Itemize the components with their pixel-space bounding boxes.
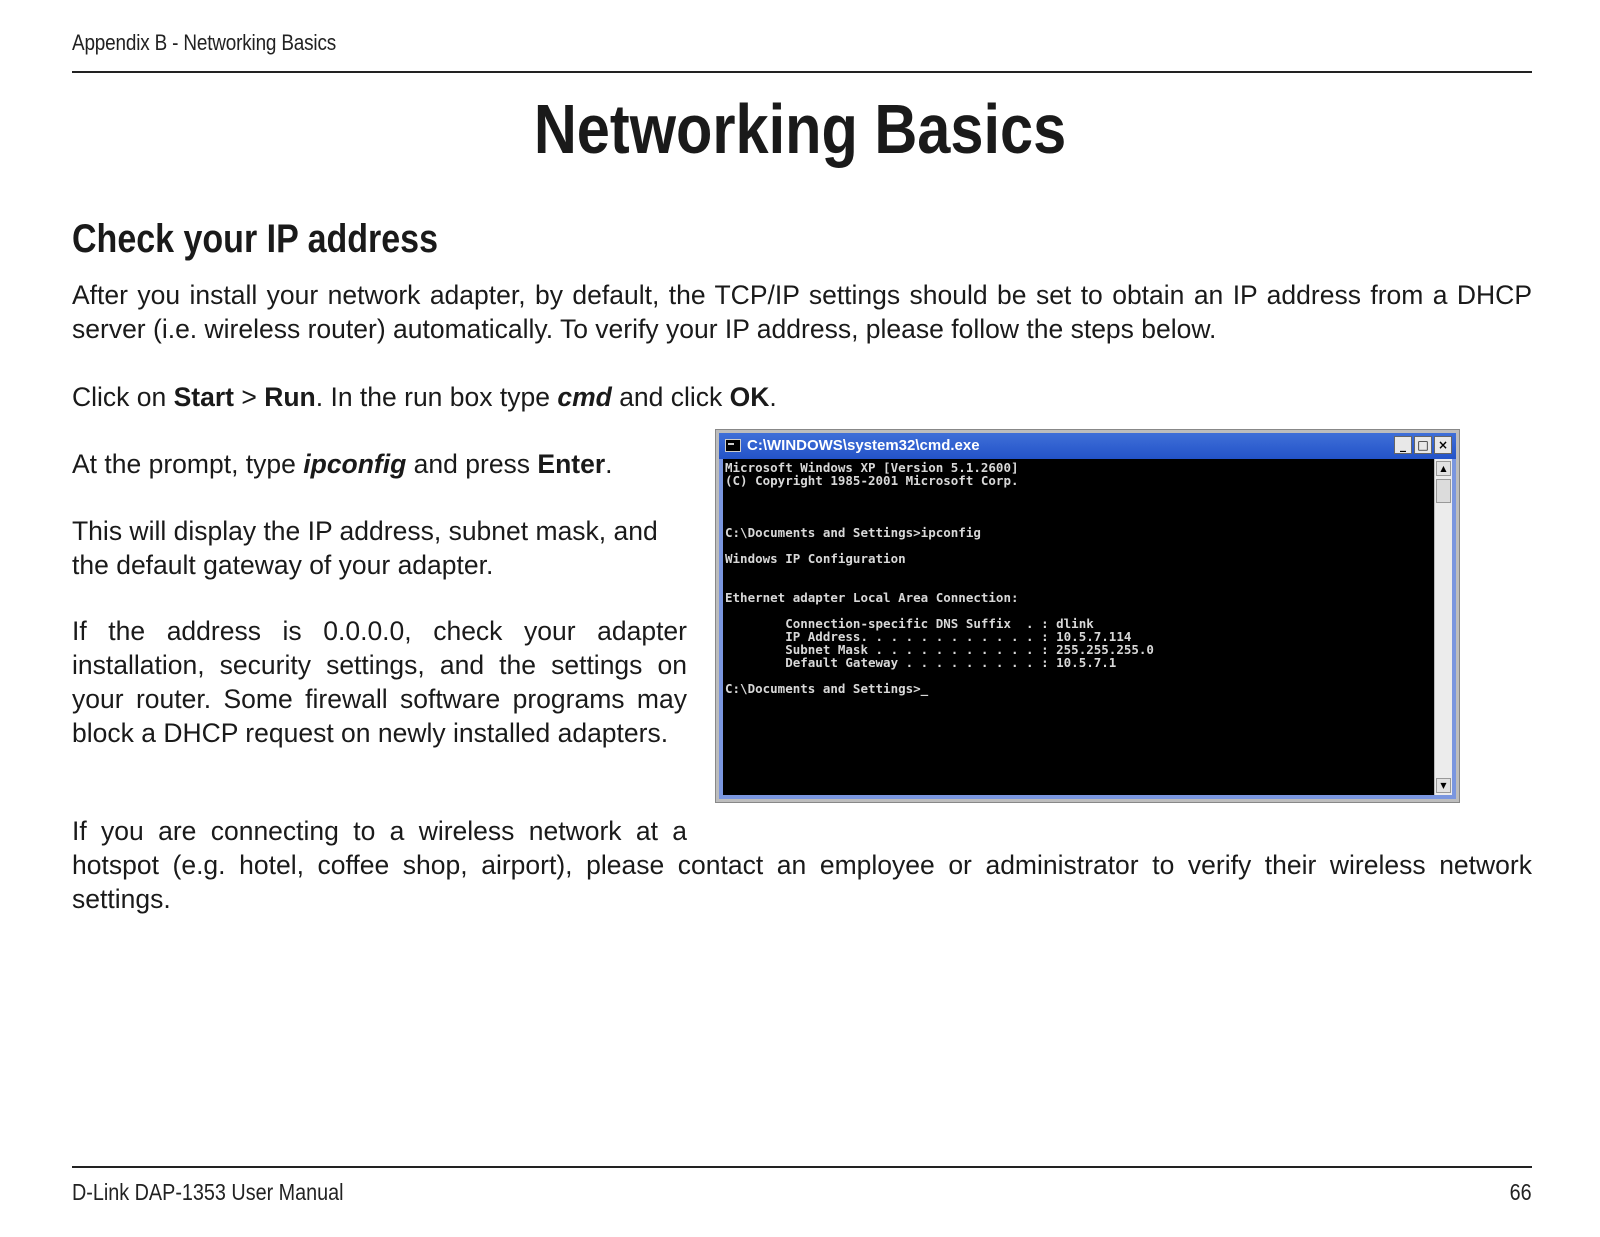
cmd-console-output[interactable] bbox=[723, 459, 1434, 795]
prompt-step-text-3: . bbox=[605, 449, 613, 479]
console-icon bbox=[725, 439, 741, 452]
console-line: C:\Documents and Settings>ipconfig bbox=[725, 525, 981, 540]
zero-address-paragraph: If the address is 0.0.0.0, check your adapter installation, security settings, and the settings on your router. Some firewall software programs may block a DHCP request on newly installed adapters. bbox=[72, 616, 687, 748]
cmd-scrollbar[interactable] bbox=[1434, 459, 1452, 795]
header-rule bbox=[72, 71, 1532, 73]
prompt-step-paragraph bbox=[72, 447, 687, 481]
hotspot-paragraph bbox=[72, 814, 1532, 916]
run-step-text-1: Click on bbox=[72, 382, 174, 412]
running-header: Appendix B - Networking Basics bbox=[72, 30, 337, 55]
intro-paragraph: After you install your network adapter, by default, the TCP/IP settings should be set to obtain an IP address from a DHCP server (i.e. wireless router) automatically. To verify your IP address, please follow the steps below. bbox=[72, 280, 1532, 344]
run-step-text-4: and click bbox=[611, 382, 730, 412]
hotspot-line-rest: hotspot (e.g. hotel, coffee shop, airport), please contact an employee or administrator to verify their wireless network settings. bbox=[72, 850, 1532, 914]
console-line: Connection-specific DNS Suffix . : dlink bbox=[725, 616, 1094, 631]
console-line: C:\Documents and Settings>_ bbox=[725, 681, 929, 696]
enter-keyword: Enter bbox=[537, 449, 606, 479]
footer-rule bbox=[72, 1166, 1532, 1168]
prompt-step-text-2: and press bbox=[406, 449, 538, 479]
console-line: (C) Copyright 1985-2001 Microsoft Corp. bbox=[725, 473, 1019, 488]
console-line: Ethernet adapter Local Area Connection: bbox=[725, 590, 1019, 605]
ok-keyword: OK bbox=[729, 382, 770, 412]
console-line: Windows IP Configuration bbox=[725, 551, 906, 566]
ipconfig-keyword: ipconfig bbox=[303, 449, 407, 479]
console-line: Microsoft Windows XP [Version 5.1.2600] bbox=[725, 460, 1019, 475]
run-keyword: Run bbox=[264, 382, 316, 412]
cmd-window-title: C:\WINDOWS\system32\cmd.exe bbox=[747, 437, 980, 454]
scroll-thumb[interactable] bbox=[1436, 479, 1451, 503]
page-title: Networking Basics bbox=[533, 90, 1067, 168]
run-step-text-2: > bbox=[234, 382, 265, 412]
scroll-up-arrow-icon[interactable]: ▲ bbox=[1436, 461, 1451, 476]
console-line: Subnet Mask . . . . . . . . . . . : 255.255.255.0 bbox=[725, 642, 1154, 657]
hotspot-line-1: If you are connecting to a wireless network at a bbox=[72, 816, 687, 846]
run-step-text-5: . bbox=[769, 382, 777, 412]
cmd-titlebar bbox=[719, 433, 1456, 459]
display-info-paragraph: This will display the IP address, subnet mask, and the default gateway of your adapter. bbox=[72, 516, 658, 580]
prompt-step-text-1: At the prompt, type bbox=[72, 449, 304, 479]
console-line: Default Gateway . . . . . . . . . : 10.5.7.1 bbox=[725, 655, 1117, 670]
run-step-text-3: . In the run box type bbox=[315, 382, 558, 412]
run-step-paragraph bbox=[72, 380, 1532, 414]
cmd-window-screenshot bbox=[716, 430, 1459, 802]
maximize-button[interactable]: □ bbox=[1414, 436, 1432, 454]
scroll-down-arrow-icon[interactable]: ▼ bbox=[1436, 778, 1451, 793]
close-button[interactable]: × bbox=[1434, 436, 1452, 454]
cmd-keyword: cmd bbox=[557, 382, 612, 412]
console-line: IP Address. . . . . . . . . . . . : 10.5.7.114 bbox=[725, 629, 1132, 644]
minimize-button[interactable]: _ bbox=[1394, 436, 1412, 454]
page-number: 66 bbox=[1509, 1179, 1532, 1205]
start-keyword: Start bbox=[173, 382, 235, 412]
footer-manual-name: D-Link DAP-1353 User Manual bbox=[72, 1179, 344, 1205]
section-title: Check your IP address bbox=[72, 217, 438, 261]
